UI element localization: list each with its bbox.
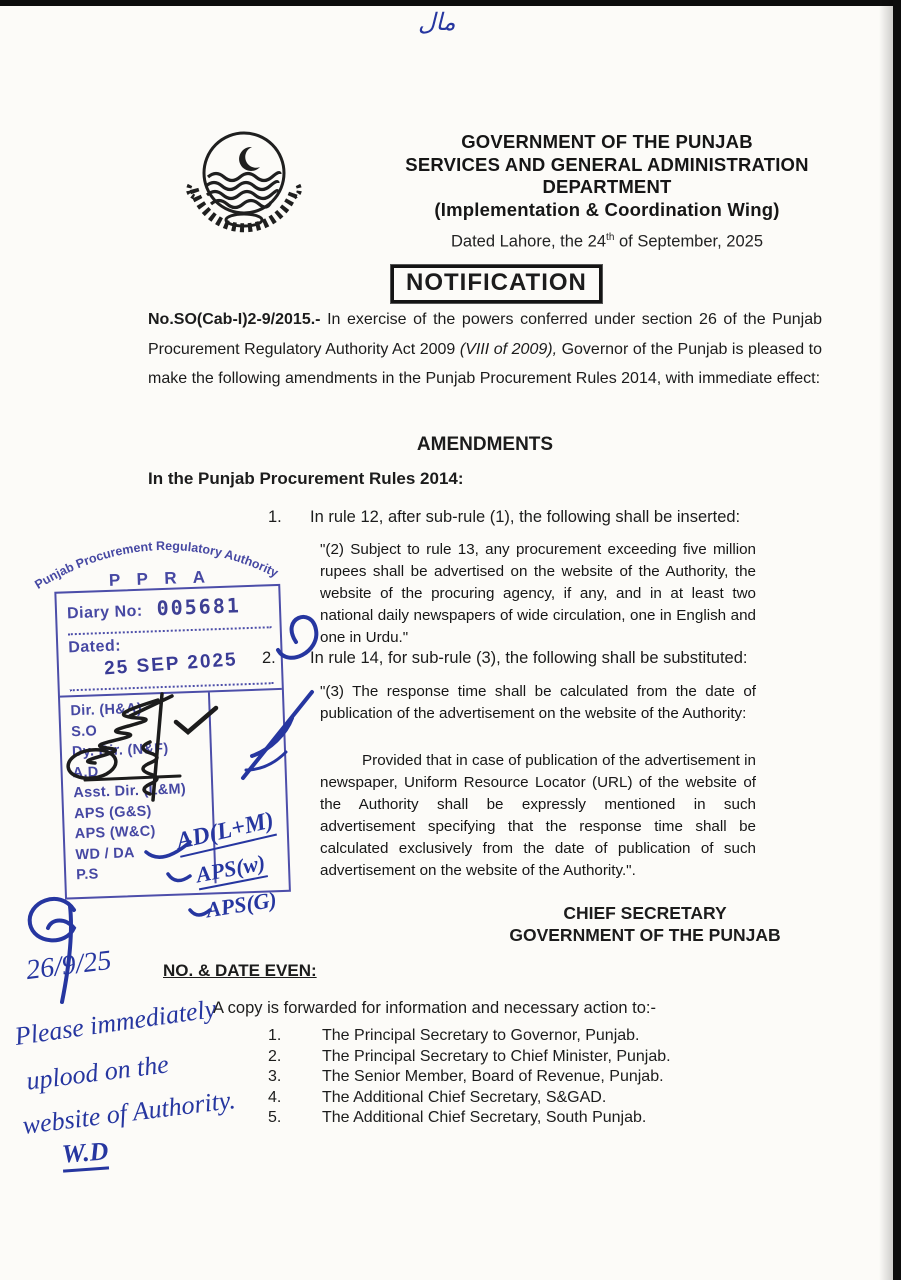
signatory-title: CHIEF SECRETARY: [563, 903, 727, 923]
punjab-emblem-logo: [182, 127, 306, 239]
stamp-officer-row: S.O: [70, 722, 98, 740]
stamp-officer-row: APS (W&C): [74, 823, 156, 843]
date-stamp-value: 25 SEP 2025: [103, 649, 239, 680]
amendment-2-text: In rule 14, for sub-rule (3), the following shall be substituted:: [310, 649, 748, 667]
diary-no-value: 005681: [156, 593, 242, 621]
distribution-item-number: 4.: [268, 1088, 282, 1106]
stamp-officer-row: WD / DA: [75, 844, 136, 863]
amendment-1-quote: "(2) Subject to rule 13, any procurement exceeding five million rupees shall be advertised on the website of the Authority, the website of the procuring agency, if any, and in at least two national daily newspapers of wide circulation, one in English and one in Urdu.": [320, 541, 756, 646]
distribution-item-text: The Additional Chief Secretary, S&GAD.: [322, 1088, 607, 1106]
notification-title-box: [391, 265, 602, 303]
amendment-1-number: 1.: [268, 508, 282, 526]
distribution-item-number: 2.: [268, 1047, 282, 1065]
distribution-item-text: The Principal Secretary to Governor, Punjab.: [322, 1027, 640, 1044]
letterhead-line: (Implementation & Coordination Wing): [434, 198, 780, 220]
stamp-officer-row: Dir. (H&A): [70, 700, 143, 720]
handwritten-marking-adl: AD(L+M): [174, 807, 277, 858]
stamp-officer-row: APS (G&S): [73, 803, 152, 822]
paragraph-text: In exercise of the powers conferred under section 26 of the Punjab Procurement Regulatory Authority Act 2009: [148, 311, 822, 358]
stamp-officer-row: Asst. Dir. (L&M): [73, 781, 187, 802]
stamp-officer-row: P.S: [75, 866, 99, 884]
letterhead: [372, 131, 842, 252]
handwritten-top-mark: مال: [418, 10, 456, 36]
scan-edge-top: [0, 0, 901, 6]
scan-edge-shade: [879, 0, 893, 1280]
amendment-2-quote: "(3) The response time shall be calculated from the date of publication of the advertisement on the website of the Authority:: [320, 683, 756, 722]
svg-text:Punjab Procurement Regulatory: Punjab Procurement Regulatory Authority: [32, 538, 281, 592]
distribution-item: [268, 1088, 788, 1109]
signatory-org: GOVERNMENT OF THE PUNJAB: [509, 925, 781, 945]
distribution-list: [268, 1026, 788, 1129]
letterhead-line: GOVERNMENT OF THE PUNJAB: [461, 131, 753, 152]
paragraph-text: Governor of the Punjab is pleased to make the following amendments in the Punjab Procurement Rules 2014, with immediate effect:: [148, 340, 823, 387]
signatory-block: [460, 902, 830, 946]
distribution-item-number: 1.: [268, 1027, 282, 1044]
rules-subheading: In the Punjab Procurement Rules 2014:: [148, 469, 464, 488]
distribution-heading: NO. & DATE EVEN:: [163, 961, 317, 980]
handwritten-note-line2: uplood on the: [24, 1049, 171, 1096]
handwritten-note-line3: website of Authority.: [20, 1085, 237, 1140]
dated-label: Dated:: [67, 637, 122, 657]
diary-no-label: Diary No:: [66, 602, 143, 623]
handwritten-margin-date: 26/9/25: [24, 944, 114, 987]
distribution-item-text: The Senior Member, Board of Revenue, Punjab.: [322, 1068, 664, 1085]
distribution-item-number: 5.: [268, 1109, 282, 1126]
distribution-item-number: 3.: [268, 1068, 282, 1085]
letterhead-line: SERVICES AND GENERAL ADMINISTRATION: [405, 153, 809, 175]
amendment-2-proviso: Provided that in case of publication of the advertisement in newspaper, Uniform Resource Locator (URL) of the website of the Authority shall be expressly mentioned in such advertisement specifying that the response time shall be calculated exclusively from the date of publication of such advertisement on the website of the Authority.".: [320, 752, 756, 879]
handwritten-note-line1: Please immediately: [12, 994, 218, 1051]
svg-text:P P R A: P P R A: [108, 567, 212, 590]
notification-title: NOTIFICATION: [406, 269, 587, 296]
scan-edge-right: [893, 0, 901, 1280]
stamp-officer-row: Dy. Dir. (N&F): [71, 740, 169, 761]
handwritten-marking-apsg: APS(G): [204, 886, 279, 923]
distribution-item-text: The Additional Chief Secretary, South Punjab.: [322, 1109, 647, 1126]
stamp-officer-row: A.D: [72, 763, 99, 781]
handwritten-initials: W.D: [61, 1136, 110, 1172]
distribution-intro: A copy is forwarded for information and necessary action to:-: [213, 999, 656, 1017]
reference-number: No.SO(Cab-I)2-9/2015.-: [148, 311, 321, 328]
opening-paragraph: [148, 305, 822, 394]
distribution-item: [268, 1067, 788, 1088]
handwritten-marking-apsw: APS(w): [194, 850, 268, 891]
document-date: Dated Lahore, the 24th of September, 2025: [451, 232, 763, 251]
amendment-1-text: In rule 12, after sub-rule (1), the following shall be inserted:: [310, 508, 741, 526]
amendment-2-number: 2.: [262, 649, 276, 667]
distribution-item: [268, 1026, 788, 1047]
distribution-item: [268, 1047, 788, 1068]
act-citation: (VIII of 2009),: [459, 340, 558, 358]
amendments-heading: AMENDMENTS: [416, 434, 554, 455]
letterhead-line: DEPARTMENT: [542, 176, 672, 197]
distribution-item: [268, 1108, 788, 1129]
distribution-item-text: The Principal Secretary to Chief Minister, Punjab.: [322, 1047, 671, 1065]
